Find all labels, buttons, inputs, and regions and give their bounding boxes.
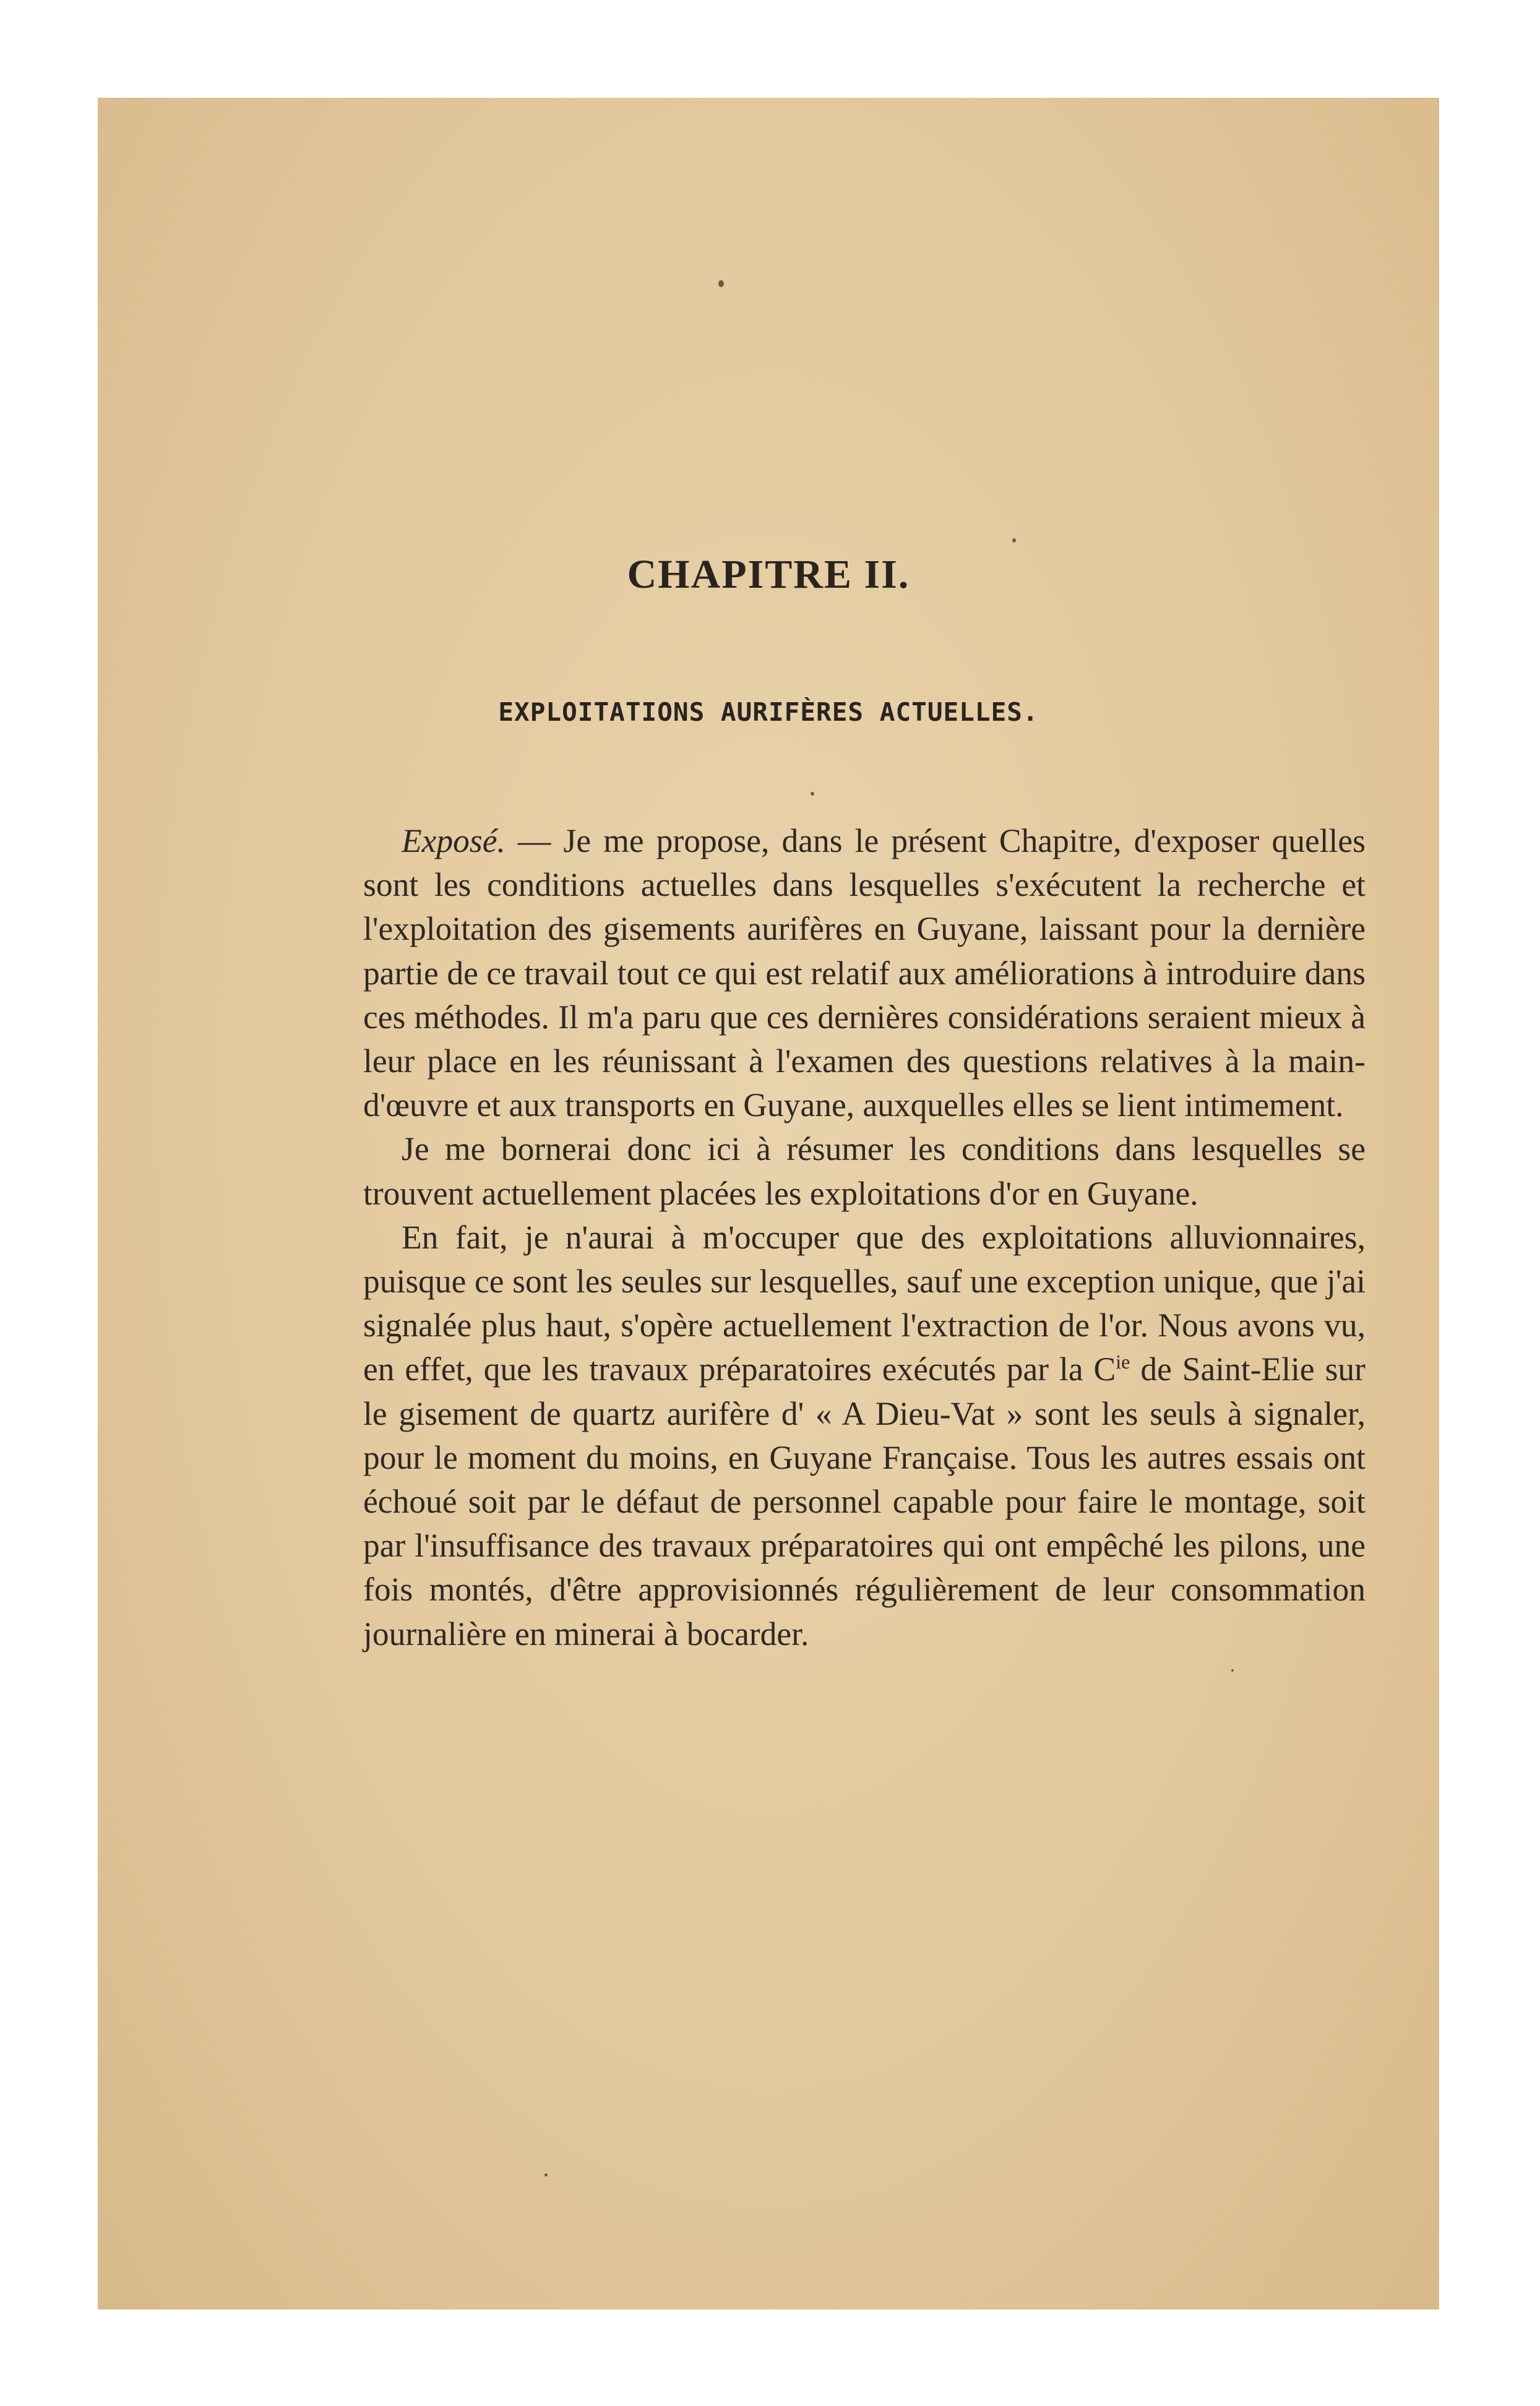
paragraph-text: de Saint-Elie sur le gisement de quartz aurifère d' « A Dieu-Vat » sont les seuls à signaler, pour le moment du moins, en Guyane Française. Tous les autres essais ont échoué soit par le défaut de personnel capable pour faire le montage, soit par l'insuffisance des travaux préparatoires qui ont empêché les pilons, une fois montés, d'être approvisionnés régulièrement de leur consommation journalière en minerai à bocarder. xyxy=(363,1351,1366,1652)
ink-speck xyxy=(544,2173,548,2176)
book-page xyxy=(98,98,1439,2309)
section-title: EXPLOITATIONS AURIFÈRES ACTUELLES. xyxy=(498,697,1039,727)
paragraph-lead: Exposé. xyxy=(402,822,505,859)
paragraph-text: En fait, je n'aurai à m'occuper que des exploitations alluvionnaires, puisque ce sont les seules sur lesquelles, sauf une exception unique, que j'ai signalée plus haut, s'opère actuellement l'extraction de l'or. Nous avons vu, en effet, que les travaux préparatoires exécutés par la C xyxy=(363,1218,1366,1388)
body-text xyxy=(363,819,1366,1656)
ink-speck xyxy=(1012,538,1016,543)
superscript: ie xyxy=(1116,1351,1130,1373)
chapter-title: CHAPITRE II. xyxy=(627,552,910,597)
paragraph xyxy=(363,1216,1366,1656)
ink-speck xyxy=(718,280,724,287)
paragraph xyxy=(363,1127,1366,1215)
paragraph xyxy=(363,819,1366,1127)
paragraph-text: Je me bornerai donc ici à résumer les conditions dans lesquelles se trouvent actuellement placées les exploitations d'or en Guyane. xyxy=(363,1130,1366,1212)
paragraph-text: — Je me propose, dans le présent Chapitre, d'exposer quelles sont les conditions actuelles dans lesquelles s'exécutent la recherche et l'exploitation des gisements aurifères en Guyane, laissant pour la dernière partie de ce travail tout ce qui est relatif aux améliorations à introduire dans ces méthodes. Il m'a paru que ces dernières considérations seraient mieux à leur place en les réunissant à l'examen des questions relatives à la main-d'œuvre et aux transports en Guyane, auxquelles elles se lient intimement. xyxy=(363,822,1366,1124)
ink-speck xyxy=(1231,1669,1234,1672)
ink-speck xyxy=(811,792,814,796)
